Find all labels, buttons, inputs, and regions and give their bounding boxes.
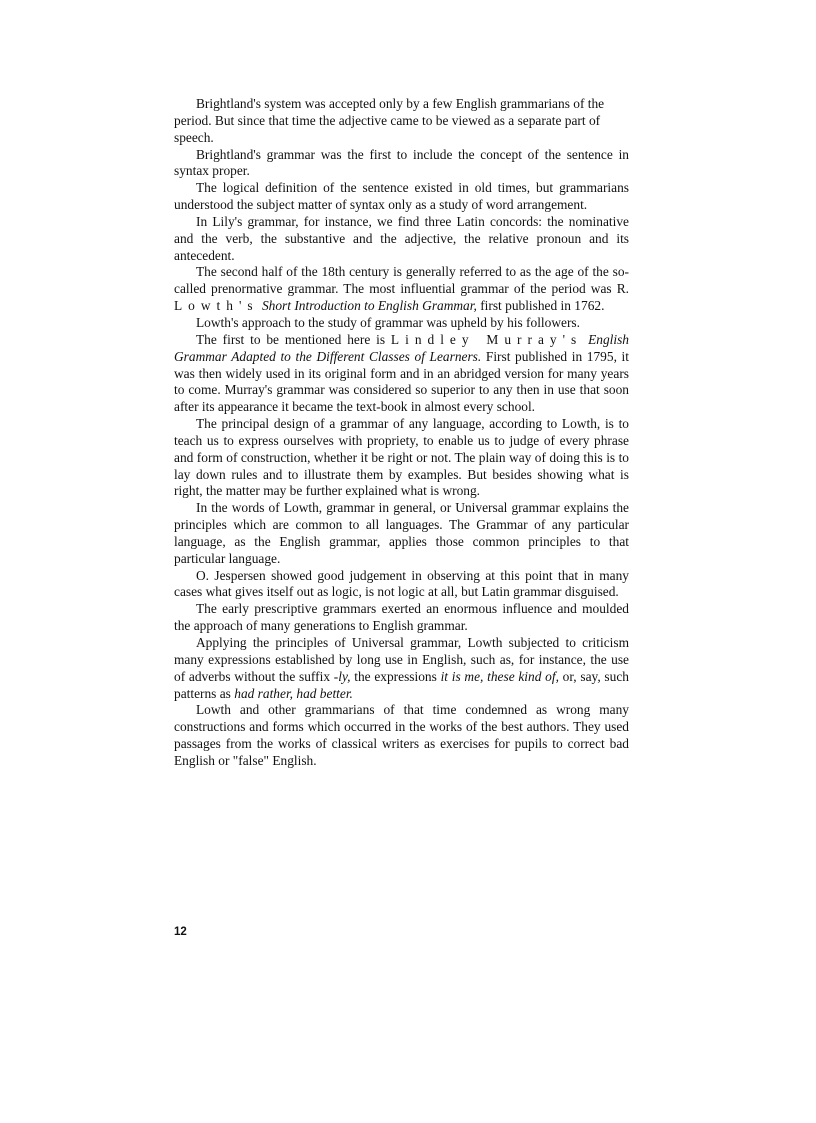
- text-segment: First published in 1795, it was then widely used in its original form and in an abridged version for many years to come. Murray's grammar was considered so superior to any then in use that soon after its appearance it became the text-book in almost every school.: [174, 348, 629, 415]
- text-segment: or, say, such patterns as: [174, 668, 629, 701]
- suffix-ly: -ly,: [333, 668, 351, 684]
- author-name-lowth: Lowth's: [174, 298, 259, 314]
- paragraph-principal-design: The principal design of a grammar of any language, according to Lowth, is to teach us to express ourselves with propriety, to enable us to judge of every phrase and form of construction, whether it be right or not. The plain way of doing this is to lay down rules and to illustrate them by examples. But besides showing what is right, the matter may be further explained what is wrong.: [174, 416, 629, 499]
- paragraph-logical-definition: The logical definition of the sentence existed in old times, but grammarians understood the subject matter of syntax only as a study of word arrangement.: [174, 180, 629, 213]
- paragraph-brightland-system: Brightland's system was accepted only by a few English grammarians of the period. But since that time the adjective came to be viewed as a separate part of speech.: [174, 96, 605, 145]
- page-body: [174, 96, 629, 770]
- book-title-murray: English Grammar Adapted to the Different Classes of Learners.: [174, 331, 629, 364]
- text-segment: Applying the principles of Universal grammar, Lowth subjected to criticism many expressions established by long use in English, such as, for instance, the use of adverbs without the suffix: [174, 635, 629, 684]
- patterns-example: had rather, had better.: [234, 685, 353, 701]
- text-segment: The first to be mentioned here is: [196, 331, 386, 347]
- paragraph-jespersen: O. Jespersen showed good judgement in observing at this point that in many cases what gives itself out as logic, is not logic at all, but Latin grammar disguised.: [174, 567, 629, 600]
- paragraph-lily-grammar: In Lily's grammar, for instance, we find three Latin concords: the nominative and the verb, the substantive and the adjective, the relative pronoun and its antecedent.: [174, 213, 629, 263]
- author-name-murray: Lindley Murray's: [390, 331, 583, 347]
- paragraph-lowth-approach: Lowth's approach to the study of grammar was upheld by his followers.: [196, 314, 580, 330]
- paragraph-universal-grammar: In the words of Lowth, grammar in general, or Universal grammar explains the principles which are common to all languages. The Grammar of any particular language, as the English grammar, applies those common principles to that particular language.: [174, 500, 629, 566]
- text-segment: the expressions: [354, 668, 437, 684]
- text-segment: first published in 1762.: [480, 298, 605, 314]
- paragraph-prescriptive-grammars: The early prescriptive grammars exerted an enormous influence and moulded the approach of many generations to English grammar.: [174, 601, 629, 634]
- paragraph-applying-principles: [174, 635, 629, 702]
- paragraph-condemned-constructions: Lowth and other grammarians of that time condemned as wrong many constructions and forms which occurred in the works of the best authors. They used passages from the works of classical writers as exercises for pupils to correct bad English or "false" English.: [174, 702, 629, 768]
- expressions-example: it is me, these kind of,: [440, 668, 559, 684]
- book-title-lowth: Short Introduction to English Grammar,: [261, 298, 477, 314]
- paragraph-murray-grammar: [174, 332, 629, 416]
- text-segment: The second half of the 18th century is generally referred to as the age of the so-called prenormative grammar. The most influential grammar of the period was R.: [174, 264, 629, 297]
- page-number: 12: [174, 926, 187, 938]
- paragraph-prenormative-grammar: [174, 264, 629, 315]
- paragraph-brightland-grammar: Brightland's grammar was the first to include the concept of the sentence in syntax proper.: [174, 146, 629, 179]
